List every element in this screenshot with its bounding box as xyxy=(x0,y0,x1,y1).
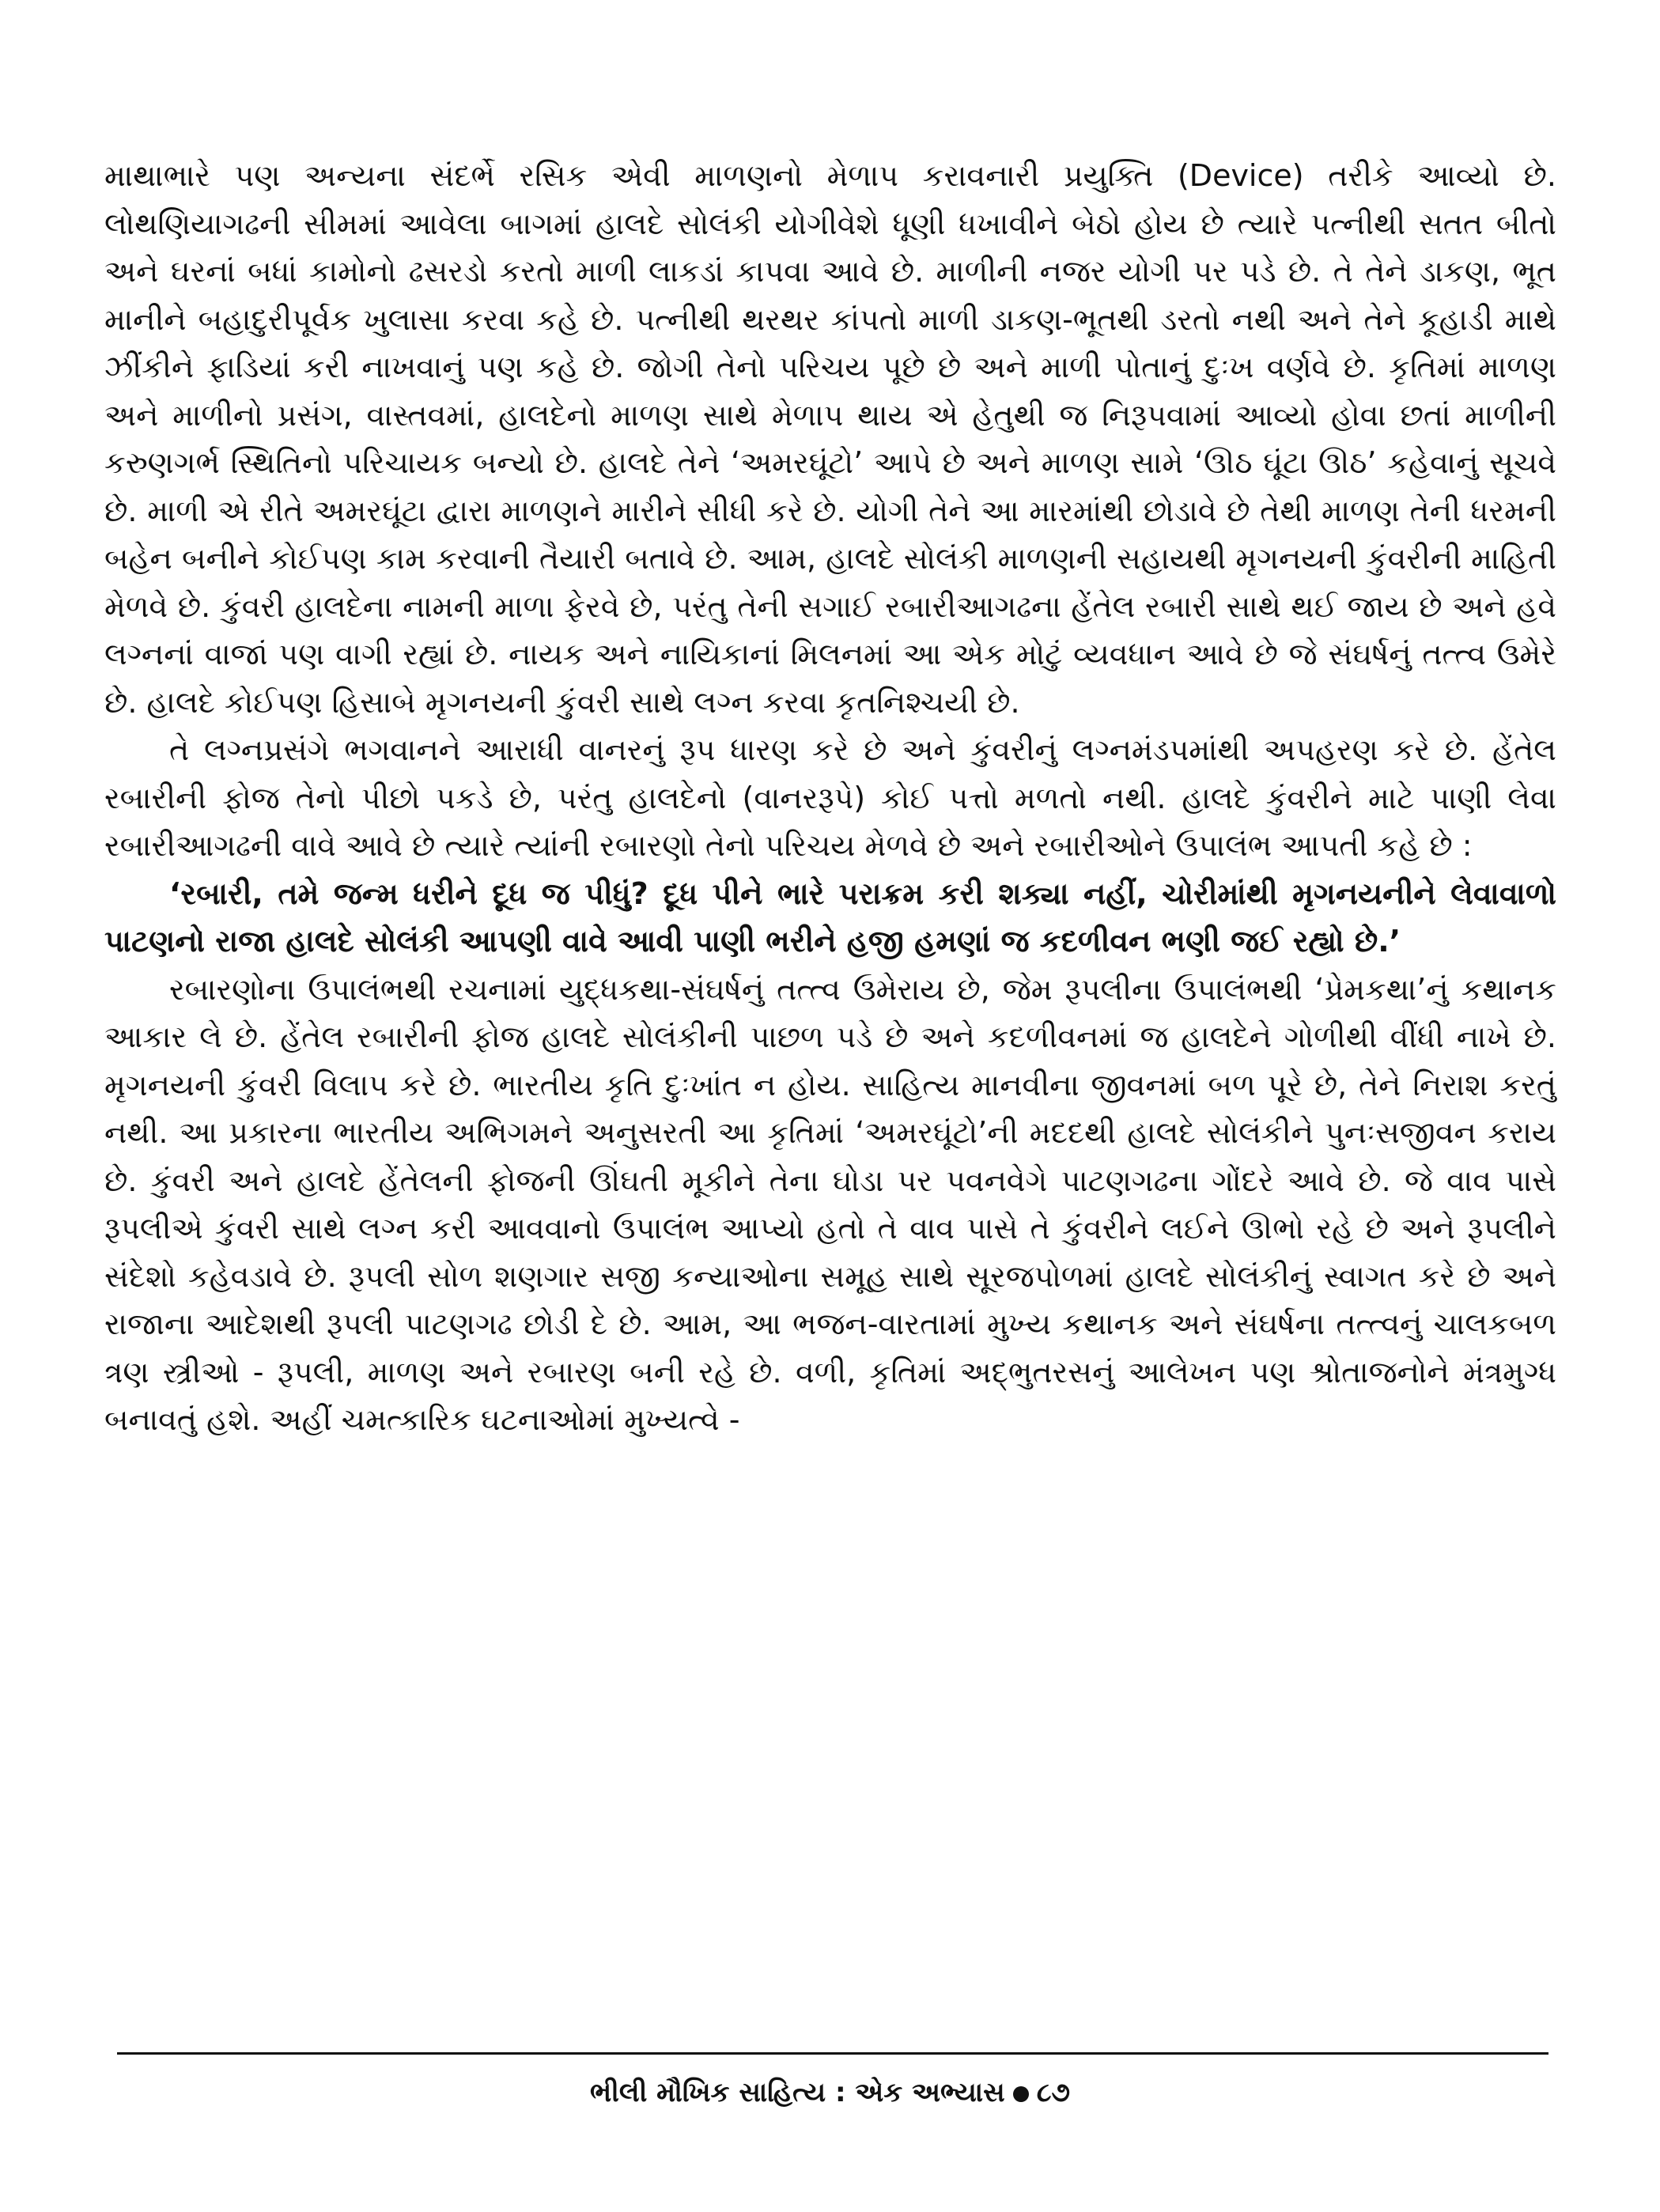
bullet-dot-icon xyxy=(1013,2086,1029,2102)
paragraph-2: તે લગ્નપ્રસંગે ભગવાનને આરાધી વાનરનું રૂપ ધારણ કરે છે અને કુંવરીનું લગ્નમંડપમાંથી અપહરણ કરે છે. હેંતેલ રબારીની ફોજ તેનો પીછો પકડે છે, પરંતુ હાલદેનો (વાનરરૂપે) કોઈ પત્તો મળતો નથી. હાલદે કુંવરીને માટે પાણી લેવા રબારીઆગઢની વાવે આવે છે ત્યારે ત્યાંની રબારણો તેનો પરિચય મેળવે છે અને રબારીઓને ઉપાલંભ આપતી કહે છે : xyxy=(104,732,1556,863)
page-number: ૮૭ xyxy=(1036,2077,1071,2108)
paragraph-1: માથાભારે પણ અન્યના સંદર્ભે રસિક એવી માળણનો મેળાપ કરાવનારી પ્રયુક્તિ (Device) તરીકે આવ્યો છે. લોથણિયાગઢની સીમમાં આવેલા બાગમાં હાલદે સોલંકી યોગીવેશે ધૂણી ધખાવીને બેઠો હોય છે ત્યારે પત્નીથી સતત બીતો અને ઘરનાં બધાં કામોનો ઢસરડો કરતો માળી લાકડાં કાપવા આવે છે. માળીની નજર યોગી પર પડે છે. તે તેને ડાકણ, ભૂત માનીને બહાદુરીપૂર્વક ખુલાસા કરવા કહે છે. પત્નીથી થરથર કાંપતો માળી ડાકણ-ભૂતથી ડરતો નથી અને તેને કૂહાડી માથે ઝીંકીને ફાડિયાં કરી નાખવાનું પણ કહે છે. જોગી તેનો પરિચય પૂછે છે અને માળી પોતાનું દુઃખ વર્ણવે છે. કૃતિમાં માળણ અને માળીનો પ્રસંગ, વાસ્તવમાં, હાલદેનો માળણ સાથે મેળાપ થાય એ હેતુથી જ નિરૂપવામાં આવ્યો હોવા છતાં માળીની કરુણગર્ભ સ્થિતિનો પરિચાયક બન્યો છે. હાલદે તેને ‘અમરઘૂંટો’ આપે છે અને માળણ સામે ‘ઊઠ ઘૂંટા ઊઠ’ કહેવાનું સૂચવે છે. માળી એ રીતે અમરઘૂંટા દ્વારા માળણને મારીને સીધી કરે છે. યોગી તેને આ મારમાંથી છોડાવે છે તેથી માળણ તેની ધરમની બહેન બનીને કોઈપણ કામ કરવાની તૈયારી બતાવે છે. આમ, હાલદે સોલંકી માળણની સહાયથી મૃગનયની કુંવરીની માહિતી મેળવે છે. કુંવરી હાલદેના નામની માળા ફેરવે છે, પરંતુ તેની સગાઈ રબારીઆગઢના હેંતેલ રબારી સાથે થઈ જાય છે અને હવે લગ્નનાં વાજાં પણ વાગી રહ્યાં છે. નાયક અને નાયિકાનાં મિલનમાં આ એક મોટું વ્યવધાન આવે છે જે સંઘર્ષનું તત્ત્વ ઉમેરે છે. હાલદે કોઈપણ હિસાબે મૃગનયની કુંવરી સાથે લગ્ન કરવા કૃતનિશ્ચયી છે. xyxy=(104,158,1556,720)
quotation-paragraph: ‘રબારી, તમે જન્મ ધરીને દૂધ જ પીધું? દૂધ પીને ભારે પરાક્રમ કરી શક્યા નહીં, ચોરીમાંથી મૃગનયનીને લેવાવાળો પાટણનો રાજા હાલદે સોલંકી આપણી વાવે આવી પાણી ભરીને હજી હમણાં જ કદળીવન ભણી જઈ રહ્યો છે.’ xyxy=(104,875,1556,959)
body-text xyxy=(104,152,1556,1444)
footer-book-title: ભીલી મૌખિક સાહિત્ય : એક અભ્યાસ xyxy=(589,2077,1005,2108)
footer-divider xyxy=(117,2052,1548,2055)
paragraph-4: રબારણોના ઉપાલંભથી રચનામાં યુદ્ધકથા-સંઘર્ષનું તત્ત્વ ઉમેરાય છે, જેમ રૂપલીના ઉપાલંભથી ‘પ્રેમકથા’નું કથાનક આકાર લે છે. હેંતેલ રબારીની ફોજ હાલદે સોલંકીની પાછળ પડે છે અને કદળીવનમાં જ હાલદેને ગોળીથી વીંધી નાખે છે. મૃગનયની કુંવરી વિલાપ કરે છે. ભારતીય કૃતિ દુઃખાંત ન હોય. સાહિત્ય માનવીના જીવનમાં બળ પૂરે છે, તેને નિરાશ કરતું નથી. આ પ્રકારના ભારતીય અભિગમને અનુસરતી આ કૃતિમાં ‘અમરઘૂંટો’ની મદદથી હાલદે સોલંકીને પુનઃસજીવન કરાય છે. કુંવરી અને હાલદે હેંતેલની ફોજની ઊંઘતી મૂકીને તેના ઘોડા પર પવનવેગે પાટણગઢના ગોંદરે આવે છે. જે વાવ પાસે રૂપલીએ કુંવરી સાથે લગ્ન કરી આવવાનો ઉપાલંભ આપ્યો હતો તે વાવ પાસે તે કુંવરીને લઈને ઊભો રહે છે અને રૂપલીને સંદેશો કહેવડાવે છે. રૂપલી સોળ શણગાર સજી કન્યાઓના સમૂહ સાથે સૂરજપોળમાં હાલદે સોલંકીનું સ્વાગત કરે છે અને રાજાના આદેશથી રૂપલી પાટણગઢ છોડી દે છે. આમ, આ ભજન-વારતામાં મુખ્ય કથાનક અને સંઘર્ષના તત્ત્વનું ચાલકબળ ત્રણ સ્ત્રીઓ - રૂપલી, માળણ અને રબારણ બની રહે છે. વળી, કૃતિમાં અદ્‌ભુતરસનું આલેખન પણ શ્રોતાજનોને મંત્રમુગ્ધ બનાવતું હશે. અહીં ચમત્કારિક ઘટનાઓમાં મુખ્યત્વે - xyxy=(104,971,1556,1437)
page-footer xyxy=(0,2074,1660,2112)
